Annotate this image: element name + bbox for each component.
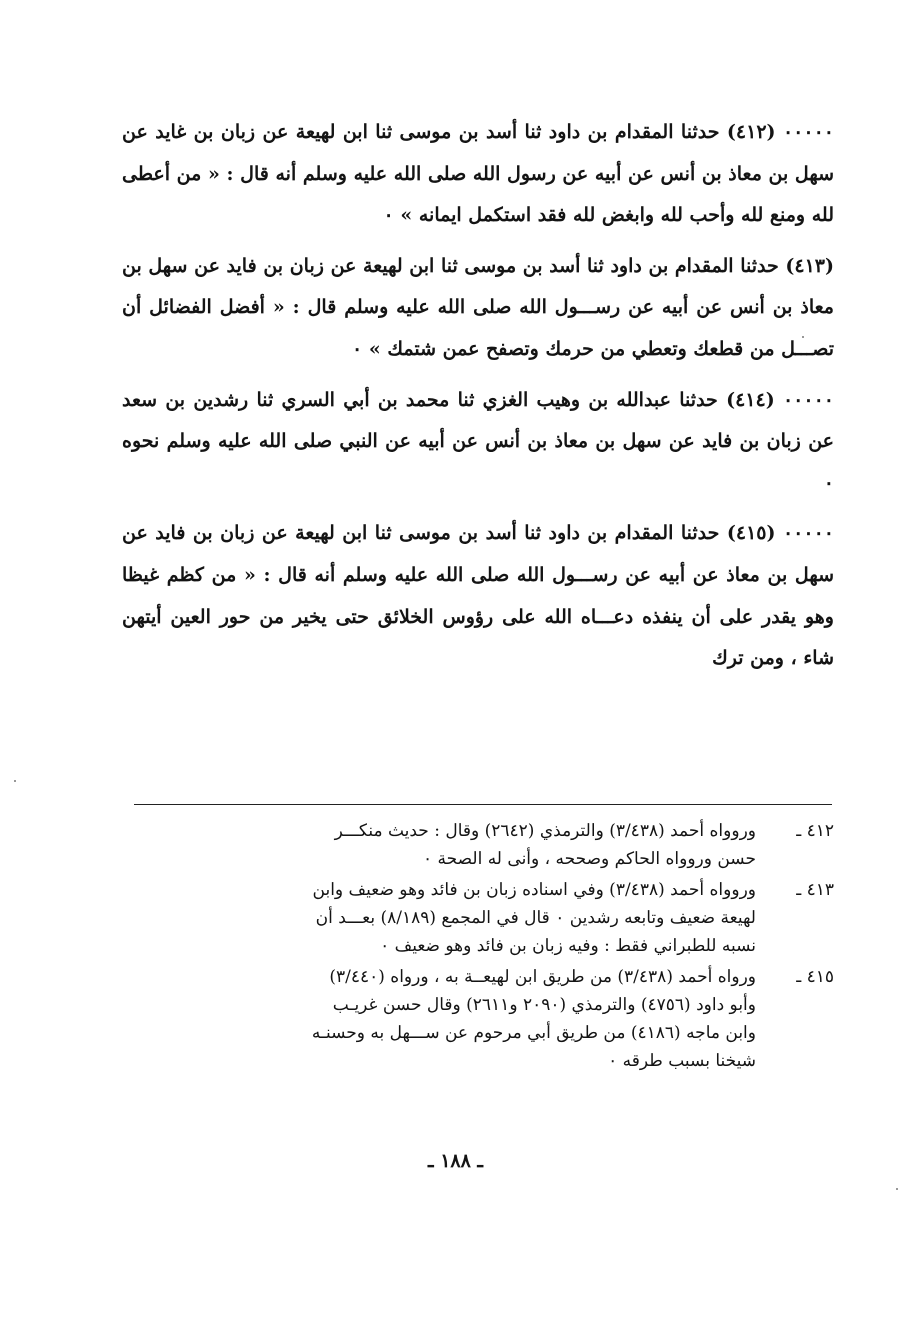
footnote-line: وروواه أحمد (٣/٤٣٨) وفي اسناده زبان بن فائد وهو ضعيف وابن	[312, 880, 756, 900]
footnote-text	[126, 963, 756, 1075]
hadith-paragraph-412: ٠٠٠٠٠ (٤١٢) حدثنا المقدام بن داود ثنا أسد بن موسى ثنا ابن لهيعة عن زبان بن غايد عن سهل بن معاذ بن أنس عن أبيه عن رسول الله صلى الله عليه وسلم أنه قال : « من أعطى لله ومنع لله وأحب لله وابغض لله فقد استكمل ايمانه » ٠	[122, 121, 834, 227]
page-number: ـ ١٨٨ ـ	[428, 1150, 483, 1172]
footnote-number: ٤١٥ ـ	[796, 967, 834, 987]
footnote-text	[126, 876, 756, 960]
footnote-line: نسبه للطبراني فقط : وفيه زبان بن فائد وهو ضعيف ٠	[380, 936, 756, 956]
main-text	[122, 112, 834, 680]
footnote-divider	[134, 804, 832, 805]
footnotes	[126, 817, 834, 1078]
footnote-415	[126, 963, 834, 1075]
footnote-line: وأبو داود (٤٧٥٦) والترمذي (٢٠٩٠ و٢٦١١) وقال حسن غريـب	[332, 995, 756, 1015]
footnote-line: لهيعة ضعيف وتابعه رشدين ٠ قال في المجمع (٨/١٨٩) بعـــد أن	[315, 908, 756, 928]
footnote-number: ٤١٢ ـ	[796, 821, 834, 841]
footnote-number: ٤١٣ ـ	[796, 880, 834, 900]
footnote-text	[126, 817, 756, 873]
footnote-412	[126, 817, 834, 873]
scan-speck	[802, 336, 804, 338]
footnote-line: وابن ماجه (٤١٨٦) من طريق أبي مرحوم عن ســـهل به وحسنـه	[311, 1023, 756, 1043]
footnote-line: شيخنا بسبب طرقه ٠	[608, 1051, 756, 1071]
hadith-paragraph-414: ٠٠٠٠٠ (٤١٤) حدثنا عبدالله بن وهيب الغزي ثنا محمد بن أبي السري ثنا رشدين بن سعد عن زبان بن فايد عن سهل بن معاذ بن أنس عن أبيه عن النبي صلى الله عليه وسلم نحوه ٠	[122, 388, 834, 494]
footnote-line: ورواه أحمد (٣/٤٣٨) من طريق ابن لهيعــة به ، ورواه (٣/٤٤٠)	[329, 967, 756, 987]
scan-speck	[14, 780, 16, 782]
hadith-paragraph-413: (٤١٣) حدثنا المقدام بن داود ثنا أسد بن موسى ثنا ابن لهيعة عن زبان بن فايد عن سهل بن معاذ بن أنس عن أبيه عن رســـول الله صلى الله عليه وسلم قال : « أفضل الفضائل أن تصـــل من قطعك وتعطي من حرمك وتصفح عمن شتمك » ٠	[122, 254, 834, 360]
scan-speck	[896, 1188, 898, 1190]
footnote-line: حسن وروواه الحاكم وصححه ، وأنى له الصحة ٠	[423, 849, 756, 869]
hadith-paragraph-415: ٠٠٠٠٠ (٤١٥) حدثنا المقدام بن داود ثنا أسد بن موسى ثنا ابن لهيعة عن زبان بن فايد عن سهل بن معاذ عن أبيه عن رســـول الله صلى الله عليه وسلم أنه قال : « من كظم غيظا وهو يقدر على أن ينفذه دعـــاه الله على رؤوس الخلائق حتى يخير من حور العين أيتهن شاء ، ومن ترك	[122, 522, 834, 670]
footnote-line: وروواه أحمد (٣/٤٣٨) والترمذي (٢٦٤٢) وقال : حديث منكـــر	[334, 821, 756, 841]
footnote-413	[126, 876, 834, 960]
